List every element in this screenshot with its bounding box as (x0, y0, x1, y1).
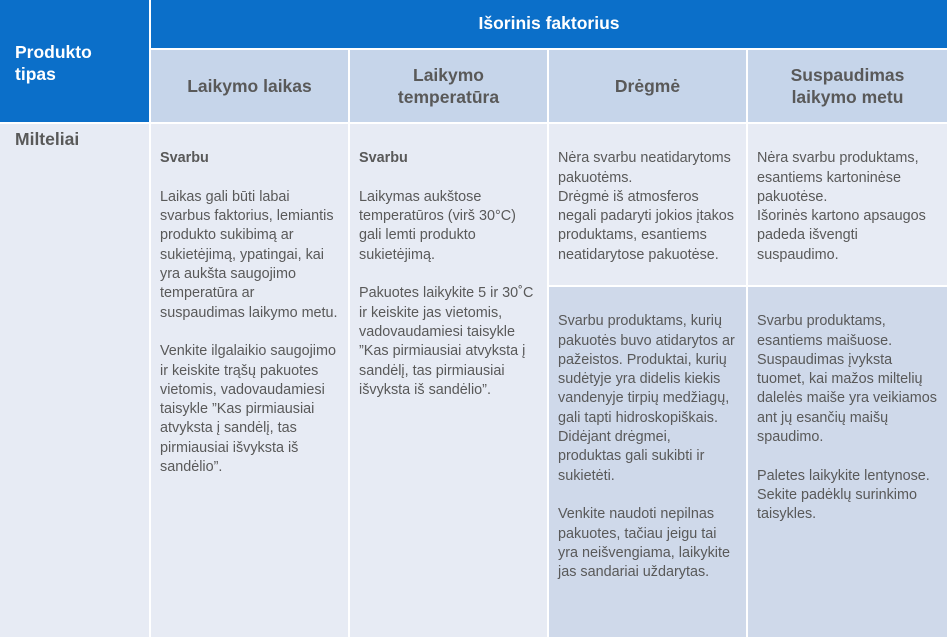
column-header-label: Laikymo temperatūra (397, 65, 500, 107)
product-cell (0, 124, 149, 637)
compression-bags-text: Svarbu produktams, esantiems maišuose. Suspaudimas įvyksta tuomet, kai mažos miltelių dalelės maiše yra veikiamos ant jų esančių maišų spaudimo. Paletes laikykite lentynose. Sekite padėklų surinkimo taisykles. (757, 313, 937, 523)
storage-temperature-text: Laikymas aukštose temperatūros (virš 30°C) gali lemti produkto sukietėjimą. Pakuotes laikykite 5 ir 30˚C ir keiskite jas vietomis, vadovaudamiesi taisykle ”Kas pirmiausiai atvyksta į sandėlį, tas pirmiausiai išvyksta iš sandėlio”. (359, 188, 534, 398)
storage-time-cell (151, 124, 348, 637)
storage-temperature-heading: Svarbu (359, 150, 408, 167)
column-header-storage-time (151, 50, 348, 122)
compression-cartons-cell (748, 124, 947, 285)
column-header-compression (748, 50, 947, 122)
product-type-label: Produkto tipas (15, 42, 92, 84)
column-header-storage-temperature (350, 50, 547, 122)
humidity-opened-cell (549, 287, 746, 637)
external-factor-header (151, 0, 947, 48)
column-header-label: Suspaudimas laikymo metu (790, 65, 905, 107)
humidity-unopened-text: Nėra svarbu neatidarytoms pakuotėms. Drėgmė iš atmosferos negali padaryti jokios įtakos produktams, esantiems neatidarytose pakuotėse. (558, 150, 734, 263)
compression-bags-cell (748, 287, 947, 637)
humidity-unopened-cell (549, 124, 746, 285)
column-header-label: Drėgmė (614, 76, 681, 96)
column-header-humidity (549, 50, 746, 122)
storage-time-text: Laikas gali būti labai svarbus faktorius, lemiantis produkto sukibimą ar sukietėjimą, ypatingai, kai yra aukšta saugojimo temperatūra ar suspaudimas laikymo metu. Venkite ilgalaikio saugojimo ir keiskite trąšų pakuotes vietomis, vadovaudamiesi taisykle ”Kas pirmiausiai atvyksta į sandėlį, tas pirmiausiai išvyksta iš sandėlio”. (160, 188, 338, 476)
storage-temperature-cell (350, 124, 547, 637)
external-factor-label: Išorinis faktorius (478, 13, 620, 34)
compression-cartons-text: Nėra svarbu produktams, esantiems kartoninėse pakuotėse. Išorinės kartono apsaugos padeda išvengti suspaudimo. (757, 150, 926, 263)
column-header-label: Laikymo laikas (187, 76, 312, 96)
product-type-header (0, 0, 149, 122)
storage-time-heading: Svarbu (160, 150, 209, 167)
product-name: Milteliai (15, 129, 80, 149)
humidity-opened-text: Svarbu produktams, kurių pakuotės buvo atidarytos ar pažeistos. Produktai, kurių sudėtyje yra didelis kiekis vandenyje tirpių medžiagų, gali tapti hidroskopiškais. Didėjant drėgmei, produktas gali sukibti ir sukietėti. Venkite naudoti nepilnas pakuotes, tačiau jeigu tai yra neišvengiama, laikykite jas sandariai uždarytas. (558, 313, 735, 581)
